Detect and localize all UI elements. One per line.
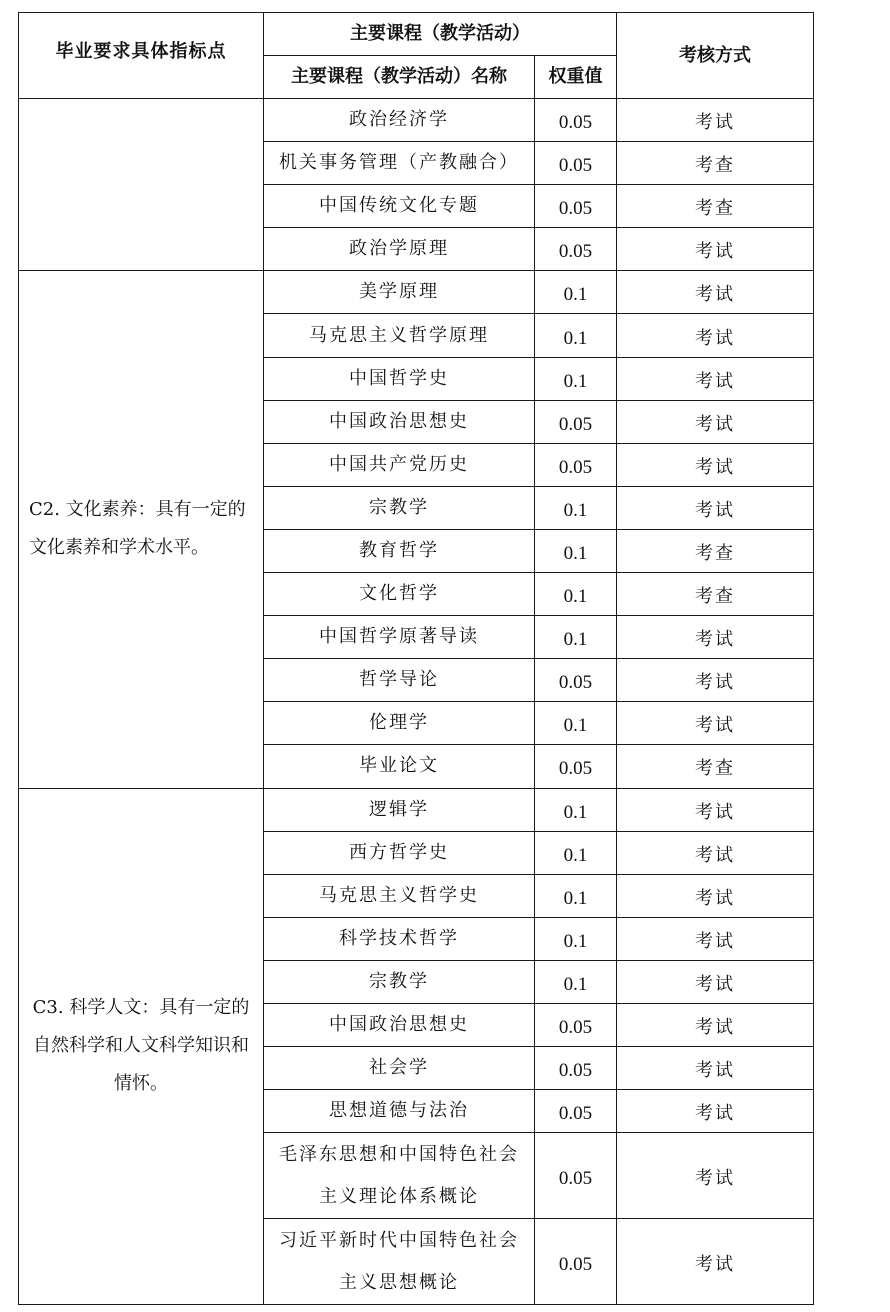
- assessment-cell: 考试: [617, 1219, 814, 1305]
- assessment-cell: 考试: [617, 1090, 814, 1133]
- weight-cell: 0.05: [535, 1090, 617, 1133]
- assessment-cell: 考试: [617, 659, 814, 702]
- assessment-cell: 考试: [617, 831, 814, 874]
- course-name-cell: 美学原理: [264, 271, 535, 314]
- course-name-cell: 思想道德与法治: [264, 1090, 535, 1133]
- course-name-cell: 中国共产党历史: [264, 443, 535, 486]
- weight-cell: 0.1: [535, 357, 617, 400]
- weight-cell: 0.1: [535, 702, 617, 745]
- weight-cell: 0.05: [535, 659, 617, 702]
- weight-cell: 0.05: [535, 185, 617, 228]
- assessment-cell: 考试: [617, 702, 814, 745]
- course-name-cell: 伦理学: [264, 702, 535, 745]
- assessment-cell: 考试: [617, 400, 814, 443]
- course-name-cell: 哲学导论: [264, 659, 535, 702]
- assessment-cell: 考试: [617, 1133, 814, 1219]
- course-name-cell: 中国哲学史: [264, 357, 535, 400]
- course-name-cell: 中国传统文化专题: [264, 185, 535, 228]
- weight-cell: 0.1: [535, 917, 617, 960]
- course-name-cell: 社会学: [264, 1047, 535, 1090]
- assessment-cell: 考试: [617, 486, 814, 529]
- requirement-cell: C2. 文化素养：具有一定的文化素养和学术水平。: [19, 271, 264, 788]
- assessment-cell: 考试: [617, 917, 814, 960]
- header-requirement: 毕业要求具体指标点: [19, 13, 264, 99]
- table-row: [19, 99, 814, 142]
- weight-cell: 0.05: [535, 228, 617, 271]
- course-name-cell: 文化哲学: [264, 573, 535, 616]
- weight-cell: 0.1: [535, 960, 617, 1003]
- assessment-cell: 考试: [617, 357, 814, 400]
- requirement-cell: [19, 99, 264, 271]
- course-name-cell: 马克思主义哲学史: [264, 874, 535, 917]
- table-row: [19, 788, 814, 831]
- course-name-cell: 宗教学: [264, 960, 535, 1003]
- assessment-cell: 考试: [617, 228, 814, 271]
- table-body: [19, 99, 814, 1305]
- course-name-cell: 教育哲学: [264, 529, 535, 572]
- weight-cell: 0.05: [535, 99, 617, 142]
- weight-cell: 0.1: [535, 486, 617, 529]
- weight-cell: 0.1: [535, 529, 617, 572]
- course-name-cell: 机关事务管理（产教融合）: [264, 142, 535, 185]
- assessment-cell: 考试: [617, 271, 814, 314]
- weight-cell: 0.05: [535, 1047, 617, 1090]
- assessment-cell: 考试: [617, 443, 814, 486]
- assessment-cell: 考试: [617, 1047, 814, 1090]
- course-name-cell: 科学技术哲学: [264, 917, 535, 960]
- weight-cell: 0.1: [535, 788, 617, 831]
- assessment-cell: 考查: [617, 529, 814, 572]
- assessment-cell: 考查: [617, 185, 814, 228]
- requirement-cell: C3. 科学人文：具有一定的自然科学和人文科学知识和情怀。: [19, 788, 264, 1305]
- weight-cell: 0.1: [535, 573, 617, 616]
- course-name-cell: 中国哲学原著导读: [264, 616, 535, 659]
- assessment-cell: 考试: [617, 960, 814, 1003]
- course-name-cell: 中国政治思想史: [264, 1003, 535, 1046]
- assessment-cell: 考查: [617, 573, 814, 616]
- weight-cell: 0.05: [535, 1003, 617, 1046]
- weight-cell: 0.1: [535, 831, 617, 874]
- course-name-cell: 习近平新时代中国特色社会主义思想概论: [264, 1219, 535, 1305]
- assessment-cell: 考试: [617, 1003, 814, 1046]
- course-name-cell: 西方哲学史: [264, 831, 535, 874]
- weight-cell: 0.05: [535, 1133, 617, 1219]
- course-assessment-table: [18, 12, 814, 1305]
- weight-cell: 0.1: [535, 271, 617, 314]
- course-name-cell: 毕业论文: [264, 745, 535, 788]
- course-name-cell: 政治经济学: [264, 99, 535, 142]
- weight-cell: 0.05: [535, 745, 617, 788]
- assessment-cell: 考试: [617, 99, 814, 142]
- weight-cell: 0.05: [535, 1219, 617, 1305]
- header-main-courses: 主要课程（教学活动）: [264, 13, 617, 56]
- course-name-cell: 马克思主义哲学原理: [264, 314, 535, 357]
- weight-cell: 0.05: [535, 443, 617, 486]
- course-name-cell: 中国政治思想史: [264, 400, 535, 443]
- header-course-name: 主要课程（教学活动）名称: [264, 56, 535, 99]
- assessment-cell: 考试: [617, 616, 814, 659]
- weight-cell: 0.1: [535, 874, 617, 917]
- assessment-cell: 考试: [617, 788, 814, 831]
- weight-cell: 0.1: [535, 616, 617, 659]
- assessment-cell: 考试: [617, 874, 814, 917]
- weight-cell: 0.1: [535, 314, 617, 357]
- weight-cell: 0.05: [535, 142, 617, 185]
- assessment-cell: 考查: [617, 745, 814, 788]
- header-assessment: 考核方式: [617, 13, 814, 99]
- assessment-cell: 考试: [617, 314, 814, 357]
- assessment-cell: 考查: [617, 142, 814, 185]
- table-row: [19, 271, 814, 314]
- course-name-cell: 政治学原理: [264, 228, 535, 271]
- course-name-cell: 逻辑学: [264, 788, 535, 831]
- course-name-cell: 宗教学: [264, 486, 535, 529]
- course-name-cell: 毛泽东思想和中国特色社会主义理论体系概论: [264, 1133, 535, 1219]
- weight-cell: 0.05: [535, 400, 617, 443]
- header-weight: 权重值: [535, 56, 617, 99]
